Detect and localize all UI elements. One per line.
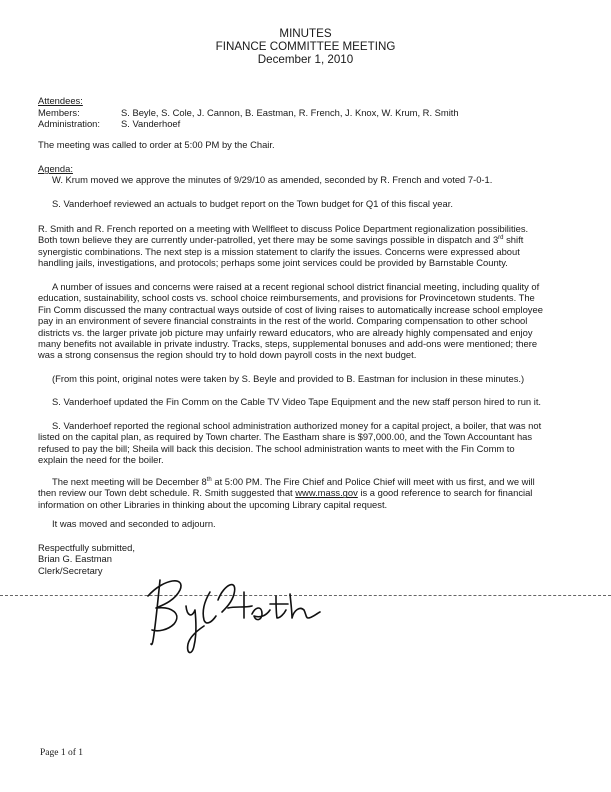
text-span: is a good reference to search for financial — [357, 487, 533, 499]
mass-gov-link[interactable]: www.mass.gov — [295, 487, 358, 499]
agenda-item-minutes: W. Krum moved we approve the minutes of 9/29/10 as amended, seconded by R. French and voted 7-0-1. — [52, 174, 493, 185]
agenda-item-boiler — [38, 420, 541, 466]
attendees-section — [38, 95, 459, 130]
text-line: explain the need for the boiler. — [38, 454, 164, 466]
text-line — [38, 476, 535, 487]
text-line: S. Vanderhoef reported the regional school administration authorized money for a capital project, a boiler, that was not — [52, 420, 542, 431]
text-span: Both town believe they are currently under-patrolled, yet there may be some savings possible in dispatch and 3 — [38, 234, 499, 246]
text-line: synergistic combinations. The next step is a mission statement to clarify the issues. Concerns were expressed about — [38, 245, 520, 257]
call-to-order: The meeting was called to order at 5:00 PM by the Chair. — [38, 139, 275, 150]
superscript: rd — [498, 235, 504, 242]
text-line: listed on the capital plan, as required by Town charter. The Eastham share is $97,000.00, and the Town Accountant has — [38, 431, 533, 443]
text-line: handling jails, investigations, and protocols; perhaps some joint services could be provided by Barnstable County. — [38, 257, 508, 269]
signoff-name: Brian G. Eastman — [38, 553, 112, 565]
text-line: refused to pay the bill; Sheila will back this decision. The school administration wants to meet with the Fin Comm to — [38, 442, 515, 454]
superscript: th — [206, 476, 212, 483]
text-line — [38, 487, 535, 498]
attendees-heading: Attendees: — [38, 95, 83, 106]
signoff-block — [38, 542, 135, 576]
document-header — [0, 27, 611, 66]
agenda-heading: Agenda: — [38, 163, 73, 174]
text-span: at 5:00 PM. The Fire Chief and Police Chief will meet with us first, and we will — [211, 476, 535, 487]
header-committee: FINANCE COMMITTEE MEETING — [215, 40, 396, 53]
handwritten-signature — [140, 572, 330, 662]
text-line: education, sustainability, school costs vs. school choice reimbursements, and provisions for Provincetown students. The — [38, 292, 535, 304]
header-minutes: MINUTES — [279, 27, 332, 40]
text-span: The next meeting will be December 8 — [52, 476, 207, 487]
agenda-item-school-district — [38, 281, 543, 361]
text-line: A number of issues and concerns were raised at a recent regional school district financial meeting, including quality of — [52, 281, 540, 292]
agenda-item-notes-source: (From this point, original notes were taken by S. Beyle and provided to B. Eastman for inclusion in these minutes.) — [52, 373, 525, 384]
agenda-item-next-meeting — [38, 476, 535, 510]
members-label: Members: — [38, 106, 80, 118]
signoff-respectfully: Respectfully submitted, — [38, 542, 135, 553]
text-line: R. Smith and R. French reported on a meeting with Wellfleet to discuss Police Department regionalization possibilities. — [38, 223, 529, 234]
text-line: many benefits not available in private industry. Tracks, steps, supplemental bonuses and add-ons were mentioned; there — [38, 338, 538, 350]
agenda-item-budget-report: S. Vanderhoef reviewed an actuals to budget report on the Town budget for Q1 of this fiscal year. — [52, 198, 453, 209]
agenda-item-police — [38, 223, 528, 269]
text-span: then review our Town debt schedule. R. Smith suggested that — [38, 487, 296, 499]
administration-name: S. Vanderhoef — [121, 118, 181, 129]
administration-row — [38, 118, 459, 130]
header-date: December 1, 2010 — [257, 53, 354, 66]
page-number: Page 1 of 1 — [40, 748, 84, 758]
text-line: districts vs. the larger private job picture may unfairly reward educators, who are already highly compensated and enjoy — [38, 326, 533, 338]
signoff-title: Clerk/Secretary — [38, 564, 103, 576]
text-line: was a strong consensus the region should try to hold down payroll costs in the next budget. — [38, 349, 417, 361]
agenda-item-adjourn: It was moved and seconded to adjourn. — [52, 518, 216, 529]
text-line: pay in an environment of severe financial constraints in the rest of the world. Comparing compensation to other school — [38, 315, 528, 327]
members-list: S. Beyle, S. Cole, J. Cannon, B. Eastman, R. French, J. Knox, W. Krum, R. Smith — [121, 106, 459, 118]
agenda-item-cable-tv: S. Vanderhoef updated the Fin Comm on the Cable TV Video Tape Equipment and the new staff person hired to run it. — [52, 396, 542, 407]
text-line — [38, 234, 528, 245]
administration-label: Administration: — [38, 118, 101, 129]
members-row — [38, 107, 459, 119]
text-span: shift — [503, 234, 524, 246]
text-line: Fin Comm discussed the many contractual ways outside of cost of living raises to automatically increase school employee — [38, 303, 543, 315]
text-line: information on other Libraries in thinking about the upcoming Library capital request. — [38, 498, 388, 510]
